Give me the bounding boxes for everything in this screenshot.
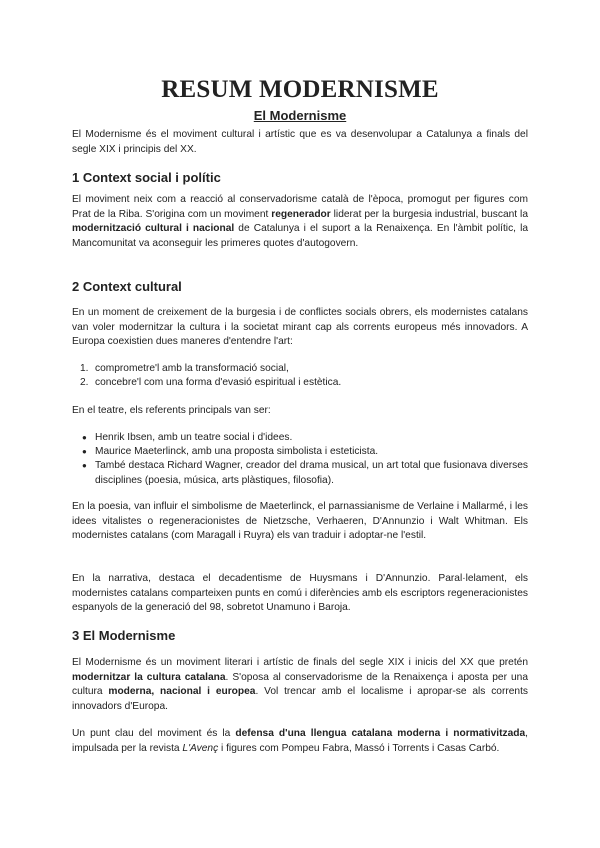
intro-paragraph: El Modernisme és el moviment cultural i artístic que es va desenvolupar a Catalunya a finals del segle XIX i principis del XX. (72, 129, 528, 155)
section-2-paragraph-1: En un moment de creixement de la burgesia i de conflictes socials obrers, els modernistes catalans van voler modernitzar la cultura i la societat mirant cap als corrents europeus més innovadors. A Europa coexistien dues maneres d'entendre l'art: (72, 307, 528, 348)
bold-run: moderna, nacional i europea (108, 686, 256, 698)
ordered-list-item: concebre'l com una forma d'evasió espiritual i estètica. (95, 377, 342, 388)
text-run: Un punt clau del moviment és la (72, 728, 236, 739)
bullet-list-item: Maurice Maeterlinck, amb una proposta simbolista i esteticista. (95, 446, 379, 457)
document-subtitle: El Modernisme (253, 108, 347, 123)
bullet-icon: ● (82, 433, 87, 442)
section-2-paragraph-4: En la narrativa, destaca el decadentisme de Huysmans i D'Annunzio. Paral·lelament, els modernistes catalans comparteixen punts en comú i diferències amb els escriptors regeneracionistes espanyols de la generació del 98, sobretot Unamuno i Baroja. (72, 573, 528, 614)
bullet-list-item: Henrik Ibsen, amb un teatre social i d'idees. (95, 432, 293, 443)
bold-run: modernització cultural i nacional (72, 223, 235, 235)
text-run: liderat per la burgesia industrial, buscant la (330, 208, 528, 220)
section-3-paragraph-1 (72, 656, 528, 714)
bold-run: defensa d'una llengua catalana moderna i normativitzada (235, 728, 526, 739)
section-1-heading: 1 Context social i polític (72, 170, 221, 185)
text-run: i figures com Pompeu Fabra, Massó i Torrents i Casas Carbó. (218, 742, 500, 754)
bold-run: modernitzar la cultura catalana (72, 671, 226, 683)
bullet-icon: ● (82, 447, 87, 456)
text-run: de Catalunya i el suport a la Renaixença. En l'àmbit polític, la Mancomunitat va aconseguir les primeres quotes d'autogovern. (72, 223, 528, 249)
ordered-list-marker: 1. (80, 363, 89, 374)
text-run: , impulsada per la revista (72, 728, 528, 754)
section-3-paragraph-2 (72, 727, 528, 756)
bold-run: regenerador (271, 208, 331, 220)
text-run: El Modernisme és un moviment literari i artístic de finals del segle XIX i inicis del XX que pretén (72, 657, 528, 668)
section-2-heading: 2 Context cultural (72, 279, 182, 294)
section-2-paragraph-2: En el teatre, els referents principals van ser: (72, 405, 271, 416)
italic-run: L'Avenç (182, 742, 219, 754)
section-3-heading: 3 El Modernisme (72, 628, 176, 643)
ordered-list-item: comprometre'l amb la transformació social, (95, 363, 289, 374)
bullet-list-item: També destaca Richard Wagner, creador del drama musical, un art total que fusionava diverses disciplines (poesia, música, arts plàstiques, filosofia). (95, 460, 528, 486)
text-run: . S'oposa al conservadorisme de la Renaixença i aposta per una cultura (72, 671, 528, 698)
text-run: . Vol trencar amb el localisme i apropar-se als corrents innovadors d'Europa. (72, 686, 528, 712)
bullet-icon: ● (82, 461, 87, 470)
text-run: El moviment neix com a reacció al conservadorisme català de l'època, promogut per figures com Prat de la Riba. S'origina com un moviment (72, 194, 528, 220)
ordered-list-marker: 2. (80, 377, 89, 388)
section-1-paragraph (72, 193, 528, 251)
section-2-paragraph-3: En la poesia, van influir el simbolisme de Maeterlinck, el parnassianisme de Verlaine i Mallarmé, i les idees vitalistes o regeneracionistes de Nietzsche, Verhaeren, D'Annunzio i Walt Whitman. Els modernistes catalans (com Maragall i Ruyra) els van traduir i adoptar-ne l'estil. (72, 501, 528, 542)
document-title: RESUM MODERNISME (161, 76, 439, 103)
